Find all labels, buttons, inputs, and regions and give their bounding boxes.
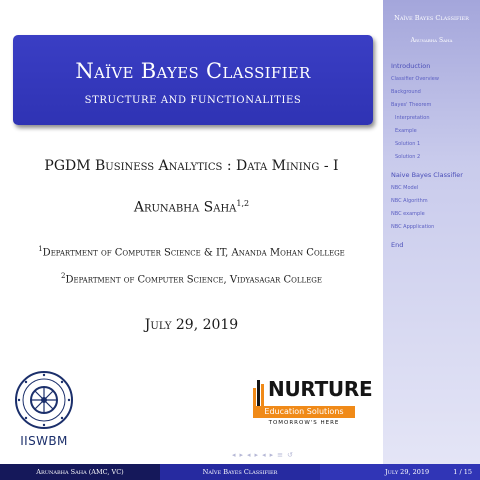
title-box: [13, 35, 373, 125]
sidebar-item-bayes-theorem[interactable]: Bayes' Theorem: [391, 102, 432, 108]
section-prev-icon[interactable]: ◂: [262, 451, 266, 459]
iiswbm-logo-text: IISWBM: [20, 434, 68, 448]
subsection-next-icon[interactable]: ▸: [254, 451, 259, 459]
sidebar-section-end[interactable]: End: [391, 241, 404, 249]
section-next-icon[interactable]: ▸: [269, 451, 274, 459]
inurture-tagline: TOMORROW'S HERE: [268, 420, 340, 426]
search-icon[interactable]: ↺: [286, 451, 293, 459]
inurture-wordmark: NURTURE: [268, 377, 373, 401]
sidebar-item-background[interactable]: Background: [391, 89, 421, 95]
presentation-date: July 29, 2019: [144, 317, 239, 333]
frame-next-icon[interactable]: ▸: [239, 451, 244, 459]
footer-date: July 29, 2019: [385, 468, 430, 476]
presentation-subtitle: STRUCTURE AND FUNCTIONALITIES: [84, 95, 302, 106]
sidebar-section-naive-bayes[interactable]: Naive Bayes Classifier: [391, 171, 463, 179]
sidebar: [383, 0, 480, 464]
affiliation-1: [0, 245, 383, 258]
iiswbm-logo: [14, 368, 74, 450]
frame-prev-icon[interactable]: ◂: [232, 451, 236, 459]
affiliation-1-mark: 1: [38, 245, 43, 253]
footer-bar: [0, 464, 480, 480]
sidebar-item-nbc-example[interactable]: NBC example: [391, 211, 425, 217]
subsection-prev-icon[interactable]: ◂: [247, 451, 251, 459]
footer-date-page: [320, 464, 480, 480]
sidebar-item-interpretation[interactable]: Interpretation: [395, 115, 430, 121]
sidebar-item-example[interactable]: Example: [395, 128, 417, 134]
footer-author: Arunabha Saha (AMC, VC): [0, 464, 160, 480]
footer-page-number: 1 / 15: [453, 468, 472, 476]
author-affil-marks: 1,2: [236, 199, 250, 208]
presentation-title: Naïve Bayes Classifier: [75, 59, 311, 83]
affiliation-2: [0, 272, 383, 285]
sidebar-item-solution-2[interactable]: Solution 2: [395, 154, 421, 160]
iiswbm-emblem-icon: [14, 368, 74, 432]
inurture-strip: Education Solutions: [253, 406, 355, 418]
beamer-navigation: [232, 450, 293, 460]
affiliation-1-text: Department of Computer Science & IT, Ananda Mohan College: [42, 247, 345, 259]
inurture-logo: [253, 377, 373, 429]
sidebar-author[interactable]: Arunabha Saha: [410, 37, 453, 44]
sidebar-item-nbc-algorithm[interactable]: NBC Algorithm: [391, 198, 428, 204]
sidebar-item-nbc-model[interactable]: NBC Model: [391, 185, 419, 191]
sidebar-title[interactable]: Naïve Bayes Classifier: [394, 14, 469, 22]
sidebar-item-classifier-overview[interactable]: Classifier Overview: [391, 76, 439, 82]
inurture-bars-icon: [253, 378, 267, 406]
footer-title: Naïve Bayes Classifier: [160, 464, 320, 480]
affiliation-2-text: Department of Computer Science, Vidyasagar College: [65, 274, 323, 286]
sidebar-item-nbc-application[interactable]: NBC Appplication: [391, 224, 435, 230]
sidebar-section-introduction[interactable]: Introduction: [391, 62, 431, 70]
sidebar-item-solution-1[interactable]: Solution 1: [395, 141, 421, 147]
course-name: PGDM Business Analytics : Data Mining - I: [44, 158, 339, 174]
appendix-icon[interactable]: ≡: [277, 451, 283, 459]
affiliation-2-mark: 2: [60, 272, 66, 280]
author-name: Arunabha Saha: [133, 199, 237, 216]
author-line: [0, 199, 383, 216]
